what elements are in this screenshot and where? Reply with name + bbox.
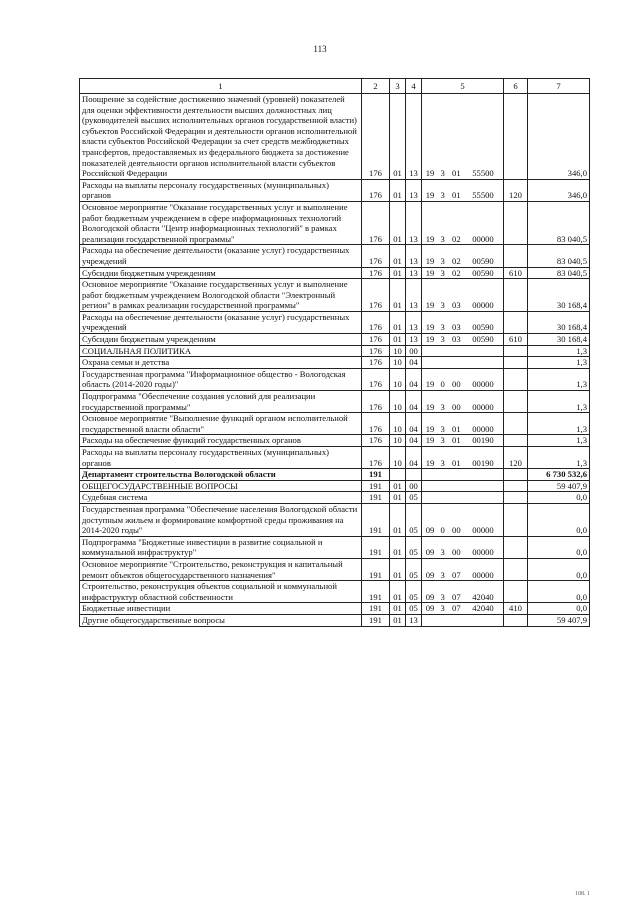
target-code-part: 09 [425,603,435,614]
row-section-code: 01 [390,311,406,333]
row-section-code: 01 [390,94,406,180]
target-code-part: 00 [452,401,461,412]
target-code-part: 3 [440,322,445,333]
row-ministry-code: 176 [362,357,390,369]
row-amount: 1,3 [528,345,590,357]
target-code-parts [424,435,501,446]
row-target-code [422,603,504,615]
table-row [80,267,590,279]
row-name: Расходы на выплаты персоналу государственных (муниципальных) органов [80,447,362,469]
table-row [80,94,590,180]
target-code-part: 01 [452,435,461,446]
row-subsection-code: 13 [406,334,422,346]
target-code-parts [424,547,501,558]
row-target-code [422,201,504,244]
row-name: Расходы на обеспечение деятельности (оказание услуг) государственных учреждений [80,311,362,333]
row-amount: 83 040,5 [528,201,590,244]
row-target-code [422,357,504,369]
target-code-part: 00 [452,547,461,558]
table-row [80,311,590,333]
row-section-code: 01 [390,492,406,504]
target-code-parts [424,592,501,603]
target-code-part: 01 [452,190,461,201]
row-section-code: 01 [390,558,406,580]
target-code-part: 03 [452,300,461,311]
row-expense-type [504,503,528,536]
row-name: Бюджетные инвестиции [80,603,362,615]
row-subsection-code: 05 [406,603,422,615]
row-name: Основное мероприятие "Оказание государственных услуг и выполнение работ бюджетным учреждением в сфере информационных технологий Вологодской области "Центр информационных технологий" в рамках реализации государственной программы" [80,201,362,244]
target-code-part: 09 [425,525,435,536]
row-subsection-code: 13 [406,94,422,180]
row-name: Другие общегосударственные вопросы [80,614,362,626]
row-section-code: 01 [390,614,406,626]
row-section-code: 10 [390,435,406,447]
target-code-part: 19 [425,322,435,333]
target-code-part: 3 [440,423,445,434]
target-code-part: 00000 [472,547,494,558]
row-amount: 1,3 [528,447,590,469]
row-name: Расходы на выплаты персоналу государственных (муниципальных) органов [80,179,362,201]
row-name: Строительство, реконструкция объектов социальной и коммунальной инфраструктур областной собственности [80,581,362,603]
target-code-parts [424,603,501,614]
row-expense-type [504,345,528,357]
row-section-code: 01 [390,334,406,346]
row-subsection-code: 13 [406,614,422,626]
row-amount: 1,3 [528,357,590,369]
target-code-parts [424,570,501,581]
row-name: Расходы на обеспечение функций государственных органов [80,435,362,447]
table-row [80,614,590,626]
target-code-part: 00590 [472,255,494,266]
target-code-parts [424,525,501,536]
row-ministry-code: 191 [362,480,390,492]
row-target-code [422,368,504,390]
target-code-part: 00000 [472,300,494,311]
row-section-code: 10 [390,345,406,357]
row-name: Расходы на обеспечение деятельности (оказание услуг) государственных учреждений [80,245,362,267]
target-code-part: 55500 [472,190,494,201]
row-ministry-code: 176 [362,245,390,267]
row-name: Основное мероприятие "Строительство, реконструкция и капитальный ремонт объектов общегосударственного назначения" [80,558,362,580]
table-row [80,503,590,536]
table-header-row [80,79,590,94]
table-row [80,201,590,244]
target-code-part: 55500 [472,168,494,179]
table-row [80,179,590,201]
row-amount: 1,3 [528,368,590,390]
row-amount: 83 040,5 [528,267,590,279]
target-code-part: 03 [452,334,461,345]
row-subsection-code: 13 [406,245,422,267]
table-row [80,536,590,558]
row-target-code [422,345,504,357]
row-name: ОБЩЕГОСУДАРСТВЕННЫЕ ВОПРОСЫ [80,480,362,492]
row-ministry-code: 191 [362,503,390,536]
row-amount: 0,0 [528,581,590,603]
target-code-parts [424,234,501,245]
row-name: Поощрение за содействие достижению значений (уровней) показателей для оценки эффективности деятельности высших должностных лиц (руководителей высших исполнительных органов государственной власти) субъектов Российской Федерации и деятельности органов исполнительной власти субъектов Российской Федерации за счет средств межбюджетных трансфертов, предоставляемых из федерального бюджета за достижение показателей деятельности органов исполнительной власти субъектов Российской Федерации [80,94,362,180]
row-ministry-code: 191 [362,558,390,580]
row-expense-type [504,368,528,390]
row-subsection-code: 13 [406,311,422,333]
row-subsection-code: 13 [406,201,422,244]
row-amount: 0,0 [528,536,590,558]
table-row [80,469,590,481]
row-amount: 30 168,4 [528,311,590,333]
table-row [80,368,590,390]
target-code-part: 42040 [472,603,494,614]
target-code-part: 0 [440,379,445,390]
table-row [80,581,590,603]
target-code-parts [424,300,501,311]
row-amount: 346,0 [528,94,590,180]
row-target-code [422,391,504,413]
target-code-part: 00190 [472,435,494,446]
target-code-part: 3 [440,267,445,278]
target-code-part: 19 [425,379,435,390]
row-section-code: 01 [390,267,406,279]
row-subsection-code [406,469,422,481]
row-expense-type [504,614,528,626]
target-code-parts [424,379,501,390]
header-cell: 3 [390,79,406,94]
row-amount: 0,0 [528,503,590,536]
row-ministry-code: 176 [362,267,390,279]
target-code-part: 3 [440,547,445,558]
row-ministry-code: 191 [362,614,390,626]
target-code-part: 19 [425,267,435,278]
row-section-code: 10 [390,368,406,390]
target-code-part: 00000 [472,423,494,434]
target-code-part: 19 [425,435,435,446]
row-ministry-code: 176 [362,435,390,447]
row-amount: 1,3 [528,413,590,435]
row-name: Основное мероприятие "Выполнение функций органом исполнительной государственной власти области" [80,413,362,435]
row-section-code: 01 [390,503,406,536]
target-code-part: 3 [440,603,445,614]
target-code-parts [424,402,501,413]
target-code-part: 00190 [472,457,494,468]
row-expense-type: 120 [504,179,528,201]
row-target-code [422,413,504,435]
row-amount: 0,0 [528,492,590,504]
table-row [80,279,590,312]
row-section-code: 10 [390,447,406,469]
row-expense-type: 610 [504,334,528,346]
row-ministry-code: 191 [362,469,390,481]
row-ministry-code: 191 [362,492,390,504]
budget-table [79,78,590,627]
target-code-part: 19 [425,457,435,468]
target-code-part: 00000 [472,401,494,412]
row-target-code [422,536,504,558]
target-code-part: 07 [452,591,461,602]
row-name: Субсидии бюджетным учреждениям [80,267,362,279]
row-amount: 346,0 [528,179,590,201]
row-target-code [422,558,504,580]
row-section-code: 01 [390,581,406,603]
row-ministry-code: 191 [362,536,390,558]
row-ministry-code: 176 [362,94,390,180]
row-target-code [422,279,504,312]
target-code-part: 07 [452,569,461,580]
target-code-parts [424,268,501,279]
row-ministry-code: 176 [362,368,390,390]
row-amount: 30 168,4 [528,334,590,346]
row-name: Субсидии бюджетным учреждениям [80,334,362,346]
row-expense-type [504,480,528,492]
row-amount: 30 168,4 [528,279,590,312]
row-ministry-code: 176 [362,311,390,333]
row-subsection-code: 05 [406,581,422,603]
row-target-code [422,581,504,603]
target-code-parts [424,168,501,179]
header-cell: 4 [406,79,422,94]
row-amount: 6 730 532,6 [528,469,590,481]
target-code-part: 3 [440,255,445,266]
target-code-part: 07 [452,603,461,614]
target-code-part: 19 [425,168,435,179]
target-code-part: 00590 [472,267,494,278]
row-expense-type [504,311,528,333]
row-expense-type [504,435,528,447]
target-code-part: 00590 [472,322,494,333]
row-expense-type: 120 [504,447,528,469]
target-code-part: 03 [452,322,461,333]
target-code-part: 19 [425,190,435,201]
row-subsection-code: 04 [406,391,422,413]
row-target-code [422,480,504,492]
row-name: Судебная система [80,492,362,504]
table-row [80,480,590,492]
row-section-code [390,469,406,481]
row-ministry-code: 176 [362,179,390,201]
row-name: Охрана семьи и детства [80,357,362,369]
target-code-part: 3 [440,334,445,345]
target-code-part: 42040 [472,591,494,602]
row-ministry-code: 191 [362,603,390,615]
row-expense-type [504,357,528,369]
row-expense-type [504,279,528,312]
row-subsection-code: 13 [406,179,422,201]
row-amount: 0,0 [528,603,590,615]
row-amount: 1,3 [528,435,590,447]
row-amount: 0,0 [528,558,590,580]
row-ministry-code: 176 [362,413,390,435]
row-subsection-code: 00 [406,345,422,357]
row-section-code: 10 [390,357,406,369]
row-subsection-code: 05 [406,503,422,536]
target-code-part: 01 [452,423,461,434]
row-target-code [422,447,504,469]
target-code-part: 02 [452,255,461,266]
row-amount: 59 407,9 [528,614,590,626]
table-row [80,391,590,413]
row-name: Департамент строительства Вологодской области [80,469,362,481]
row-name: Основное мероприятие "Оказание государственных услуг и выполнение работ бюджетным учреждением Вологодской области "Электронный регион" в рамках реализации государственной программы" [80,279,362,312]
table-row [80,245,590,267]
row-section-code: 01 [390,603,406,615]
target-code-part: 3 [440,435,445,446]
header-cell: 6 [504,79,528,94]
row-name: Государственная программа "Информационное общество - Вологодская область (2014-2020 годы)" [80,368,362,390]
row-expense-type [504,413,528,435]
row-subsection-code: 05 [406,492,422,504]
row-name: Подпрограмма "Бюджетные инвестиции в развитие социальной и коммунальной инфраструктур" [80,536,362,558]
row-target-code [422,503,504,536]
row-ministry-code: 176 [362,279,390,312]
target-code-part: 19 [425,423,435,434]
target-code-part: 09 [425,569,435,580]
row-target-code [422,492,504,504]
row-expense-type [504,581,528,603]
target-code-part: 01 [452,168,461,179]
row-expense-type [504,391,528,413]
row-expense-type: 610 [504,267,528,279]
target-code-part: 3 [440,190,445,201]
target-code-part: 3 [440,300,445,311]
target-code-part: 19 [425,300,435,311]
row-target-code [422,179,504,201]
row-ministry-code: 176 [362,345,390,357]
target-code-part: 19 [425,401,435,412]
row-expense-type [504,201,528,244]
target-code-part: 00 [452,525,461,536]
row-subsection-code: 04 [406,447,422,469]
table-row [80,413,590,435]
row-subsection-code: 05 [406,536,422,558]
table-row [80,603,590,615]
target-code-parts [424,458,501,469]
table-row [80,492,590,504]
target-code-part: 01 [452,457,461,468]
table-row [80,447,590,469]
row-ministry-code: 191 [362,581,390,603]
row-amount: 1,3 [528,391,590,413]
row-subsection-code: 05 [406,558,422,580]
target-code-part: 00000 [472,379,494,390]
row-section-code: 01 [390,279,406,312]
row-ministry-code: 176 [362,391,390,413]
table-row [80,435,590,447]
row-target-code [422,267,504,279]
row-target-code [422,311,504,333]
row-subsection-code: 04 [406,357,422,369]
target-code-parts [424,334,501,345]
target-code-parts [424,322,501,333]
target-code-part: 3 [440,233,445,244]
row-target-code [422,614,504,626]
header-cell: 2 [362,79,390,94]
row-ministry-code: 176 [362,447,390,469]
row-target-code [422,435,504,447]
row-name: Подпрограмма "Обеспечение создания условий для реализации государственной программы" [80,391,362,413]
row-ministry-code: 176 [362,334,390,346]
target-code-part: 19 [425,255,435,266]
target-code-parts [424,190,501,201]
row-subsection-code: 13 [406,279,422,312]
footer-mark: 108. 1 [575,891,590,897]
target-code-part: 3 [440,591,445,602]
row-expense-type [504,492,528,504]
header-cell: 7 [528,79,590,94]
row-expense-type: 410 [504,603,528,615]
target-code-part: 00 [452,379,461,390]
target-code-part: 3 [440,457,445,468]
row-section-code: 01 [390,179,406,201]
row-subsection-code: 04 [406,435,422,447]
header-cell: 5 [422,79,504,94]
target-code-parts [424,424,501,435]
row-expense-type [504,469,528,481]
row-name: Государственная программа "Обеспечение населения Вологодской области доступным жильем и формирование комфортной среды проживания на 2014-2020 годы" [80,503,362,536]
target-code-part: 3 [440,168,445,179]
target-code-part: 02 [452,267,461,278]
row-expense-type [504,245,528,267]
header-cell: 1 [80,79,362,94]
table-row [80,357,590,369]
page-number: 113 [313,44,327,54]
row-target-code [422,245,504,267]
target-code-part: 02 [452,233,461,244]
row-expense-type [504,558,528,580]
row-section-code: 10 [390,413,406,435]
row-section-code: 10 [390,391,406,413]
row-expense-type [504,536,528,558]
row-section-code: 01 [390,480,406,492]
table-body [80,79,590,627]
table-row [80,558,590,580]
target-code-part: 0 [440,525,445,536]
row-target-code [422,469,504,481]
row-name: СОЦИАЛЬНАЯ ПОЛИТИКА [80,345,362,357]
row-subsection-code: 13 [406,267,422,279]
target-code-part: 00000 [472,569,494,580]
target-code-part: 3 [440,401,445,412]
target-code-parts [424,256,501,267]
row-amount: 59 407,9 [528,480,590,492]
target-code-part: 3 [440,569,445,580]
table-row [80,334,590,346]
row-subsection-code: 04 [406,368,422,390]
target-code-part: 00590 [472,334,494,345]
row-subsection-code: 04 [406,413,422,435]
row-expense-type [504,94,528,180]
target-code-part: 09 [425,591,435,602]
target-code-part: 00000 [472,525,494,536]
target-code-part: 00000 [472,233,494,244]
target-code-part: 09 [425,547,435,558]
row-amount: 83 040,5 [528,245,590,267]
table-row [80,345,590,357]
target-code-part: 19 [425,233,435,244]
row-section-code: 01 [390,536,406,558]
row-section-code: 01 [390,201,406,244]
row-subsection-code: 00 [406,480,422,492]
row-ministry-code: 176 [362,201,390,244]
target-code-part: 19 [425,334,435,345]
row-target-code [422,334,504,346]
row-section-code: 01 [390,245,406,267]
row-target-code [422,94,504,180]
